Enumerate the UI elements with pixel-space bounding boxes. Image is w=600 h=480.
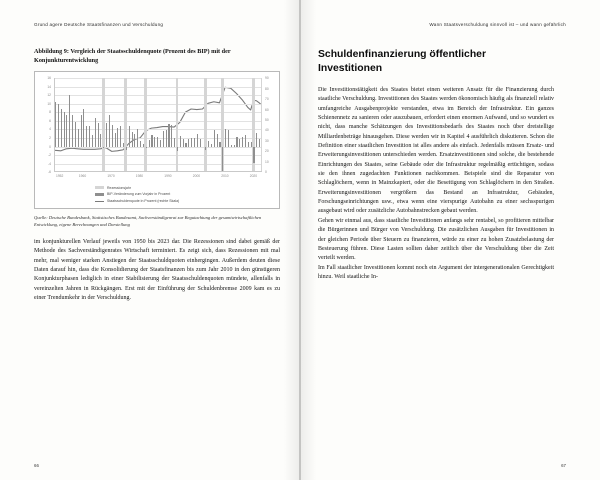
gdp-bar	[132, 132, 133, 146]
gdp-bar	[58, 104, 59, 147]
gdp-bar	[259, 139, 260, 147]
gdp-bar	[123, 143, 124, 147]
y-tick-left: 2	[49, 136, 51, 140]
y-tick-left: 4	[49, 127, 51, 132]
gdp-bar	[168, 124, 169, 147]
gridline	[55, 121, 262, 122]
legend-item	[95, 185, 275, 190]
gdp-bar	[109, 115, 110, 147]
gdp-bar	[180, 136, 181, 147]
y-tick-left: 14	[47, 84, 51, 89]
gdp-bar	[222, 147, 223, 171]
y-tick-left: -2	[48, 153, 51, 158]
y-tick-left: 0	[49, 144, 51, 149]
gdp-bar	[188, 139, 189, 147]
y-tick-right: 10	[265, 159, 269, 164]
folio-right: 67	[561, 463, 566, 468]
gdp-bar	[236, 137, 237, 146]
gdp-bar	[160, 140, 161, 146]
gdp-bar	[92, 135, 93, 147]
gridline	[55, 95, 262, 96]
gdp-bar	[183, 139, 184, 146]
gdp-bar	[177, 147, 178, 151]
gdp-bar	[64, 112, 65, 147]
gdp-bar	[117, 128, 118, 146]
gdp-bar	[143, 144, 144, 146]
folio-left: 66	[34, 463, 39, 468]
y-tick-right: 0	[265, 170, 267, 175]
chart-y-axis-left	[39, 76, 53, 182]
legend-item	[95, 198, 275, 203]
gdp-bar	[106, 123, 107, 147]
gdp-bar	[217, 134, 218, 147]
y-tick-left: 8	[49, 110, 51, 115]
gdp-bar	[191, 138, 192, 147]
gdp-bar	[61, 109, 62, 147]
gdp-bar	[256, 133, 257, 147]
gdp-bar	[89, 126, 90, 146]
recession-band	[124, 78, 127, 171]
paragraph: Die Investitionstätigkeit des Staates bietet einen weiteren Ansatz für die Finanzierung durch staatliche Verschuldung. Investitionen des Staates werden ökonomisch häufig als finanziell relativ umfangreiche Ausgabenprojekte verstanden, etwa im Bereich der Infrastruktur. Ein ganzes Schienennetz zu sanieren oder auszubauen, erfordert einen enormen Aufwand, und so wundert es nicht, dass manche Schätzungen des Investitionsbedarfs des Staates noch über dreistellige Milliardenbeträge hinausgehen. Diese werden wir in Kapitel 4 ausführlich diskutieren. Schon die Definition einer staatlichen Investition ist alles andere als einfach. Jedenfalls müssen Ersatz- und Erweiterungsinvestitionen unterschieden werden. Ersatzinvestitionen sind solche, die bestehende Einrichtungen des Staates, seine Gebäude oder die Infrastruktur regelmäßig ertüchtigen, sodass sie den ihnen zugedachten Funktionen nachkommen. Beispiele sind die Reparatur von Schlaglöchern, wenn in Mainzkapiert, oder die Beseitigung von Schlaglöchern in den Straßen. Erweiterungsinvestitionen vergrößern das Bestand an Infrastruktur, Gebäuden, Forschungseinrichtungen usw., etwa wenn eine vierspurige Autobahn zu einer sechsspurigen ausgebaut wird oder zusätzliche Autobahnstrecken gebaut werden.	[318, 87, 554, 215]
y-tick-right: 30	[265, 138, 269, 143]
legend-label: Staatsschuldenquote in Prozent (rechte Skala)	[107, 199, 180, 204]
gdp-bar	[78, 129, 79, 146]
section-heading: Schuldenfinanzierung öffentlicher Investitionen	[318, 49, 486, 74]
paragraph: im konjunkturellen Verlauf jeweils von 1950 bis 2023 dar. Die Rezessionen sind dabei gemäß der Methode des Sachverständigenrates Wirtschaft terminiert. Es zeigt sich, dass Rezessionen mit mal mehr, mal weniger starken Anstiegen der Staatsschuldquoten einhergingen. Außerdem deuten diese Daten darauf hin, dass die Konsolidierung der Staatsfinanzen bis zum Jahr 2010 in den günstigeren Konjunkturphasen lediglich in einer Stabilisierung der Staatsschuldenquoten mündete, allenfalls in vereinzelten Jahren in Rückgängen. Erst mit der Einführung der Schuldenbremse 2009 kam es zu einer Trendumkehr in der Verschuldung.	[34, 239, 280, 302]
gridline	[55, 155, 262, 156]
gridline	[55, 87, 262, 88]
gdp-bar	[112, 125, 113, 147]
gridline	[55, 78, 262, 79]
gdp-bar	[251, 142, 252, 147]
paragraph: Gehen wir einmal aus, dass staatliche Investitionen anfangs sehr rentabel, so profitieren mittelbar die Bürgerinnen und Bürger von Verschuldung. Die zusätzlichen Ausgaben für Investitionen in der gleichen Periode über Steuern zu finanzieren, würde zu einer zu hohen Zusatzbelastung der Besteuerung führen. Diese Lasten sollten daher zeitlich über die Verschuldung über die Zeit verteilt werden.	[318, 217, 554, 262]
gdp-bar	[219, 142, 220, 146]
gdp-bar	[75, 122, 76, 146]
gdp-bar	[211, 144, 212, 147]
y-tick-right: 60	[265, 107, 269, 112]
recession-band	[261, 78, 262, 171]
figure-caption: Abbildung 9: Vergleich der Staatsschuldenquote (Prozent des BIP) mit der Konjunkturentwicklung	[34, 48, 231, 64]
gdp-bar	[242, 137, 243, 146]
gdp-bar	[55, 102, 56, 147]
y-tick-left: -6	[48, 170, 51, 175]
running-head-right: Wann Staatsverschuldung sinnvoll ist – und wann gefährlich	[429, 22, 566, 27]
gdp-bar	[166, 130, 167, 147]
y-tick-right: 90	[265, 76, 269, 81]
x-tick: 1952	[56, 174, 64, 179]
recession-band	[144, 78, 147, 171]
gdp-bar	[205, 147, 206, 150]
gdp-bar	[234, 145, 235, 147]
gdp-bar	[126, 147, 127, 151]
gdp-bar	[174, 138, 175, 146]
gdp-bar	[120, 126, 121, 147]
y-tick-left: 16	[47, 76, 51, 81]
chart-legend	[39, 185, 275, 204]
legend-label: BIP-Veränderung zum Vorjahr in Prozent	[107, 192, 171, 197]
legend-label: Rezessionsjahr	[107, 185, 131, 190]
gdp-bar	[245, 135, 246, 147]
gdp-bar	[239, 139, 240, 146]
gdp-bar	[200, 139, 201, 146]
gdp-bar	[157, 137, 158, 147]
gdp-bar	[103, 147, 104, 148]
gdp-bar	[197, 134, 198, 147]
x-tick: 1960	[78, 174, 87, 179]
x-tick: 2000	[192, 174, 201, 179]
gdp-bar	[171, 125, 172, 147]
gdp-bar	[115, 133, 116, 146]
y-tick-right: 80	[265, 86, 269, 91]
chart-container	[34, 71, 280, 209]
gdp-bar	[149, 140, 150, 147]
right-page	[300, 0, 600, 480]
y-tick-right: 50	[265, 117, 269, 122]
x-tick: 2010	[221, 174, 229, 179]
right-body-text	[318, 86, 554, 282]
gdp-bar	[83, 109, 84, 147]
gdp-bar	[140, 141, 141, 147]
gdp-bar	[72, 115, 73, 146]
legend-swatch	[95, 186, 104, 189]
gdp-bar	[185, 143, 186, 146]
debt-ratio-line	[55, 78, 262, 171]
y-tick-left: -4	[48, 161, 51, 166]
gdp-bar	[98, 123, 99, 146]
y-tick-left: 10	[47, 101, 51, 106]
gdp-bar	[86, 126, 87, 146]
y-tick-right: 40	[265, 128, 269, 133]
gdp-bar	[66, 115, 67, 147]
recession-band	[176, 78, 179, 171]
x-tick: 1970	[107, 174, 115, 179]
y-tick-left: 12	[47, 93, 51, 98]
gridline	[55, 104, 262, 105]
legend-item	[95, 192, 275, 197]
gdp-bar	[163, 131, 164, 147]
gdp-bar	[134, 134, 135, 147]
chart-x-axis	[54, 173, 262, 182]
spread-gutter	[299, 0, 301, 480]
chart-plot-area	[39, 76, 277, 182]
chart-canvas	[54, 78, 262, 172]
figure-9	[34, 48, 282, 228]
gdp-bar	[95, 118, 96, 147]
gdp-bar	[69, 95, 70, 146]
gridline	[55, 147, 262, 148]
gdp-bar	[151, 135, 152, 147]
gdp-bar	[248, 142, 249, 146]
recession-band	[204, 78, 207, 171]
figure-source-note: Quelle: Deutsche Bundesbank, Statistisches Bundesamt, Sachverständigenrat zur Begutachtung der gesamtwirtschaftlichen Entwicklung, eigene Berechnungen und Darstellung	[34, 214, 262, 227]
y-tick-left: 6	[49, 118, 51, 123]
gdp-bar	[194, 138, 195, 146]
legend-swatch	[95, 201, 104, 202]
gdp-bar	[81, 115, 82, 146]
gdp-bar	[146, 147, 147, 149]
x-tick: 2020	[249, 174, 258, 179]
gdp-bar	[253, 147, 254, 163]
y-tick-right: 70	[265, 97, 269, 102]
gdp-bar	[208, 141, 209, 146]
gridline	[55, 164, 262, 165]
x-tick: 1980	[135, 174, 144, 179]
y-tick-right: 20	[265, 149, 269, 154]
recession-band	[102, 78, 105, 171]
left-body-text	[34, 238, 280, 303]
gdp-bar	[137, 129, 138, 147]
running-head-left: Grund agere Deutsche Staatsfinanzen und Verschuldung	[34, 22, 164, 27]
legend-swatch	[95, 193, 104, 196]
gdp-bar	[231, 145, 232, 147]
gdp-bar	[225, 129, 226, 147]
gdp-bar	[100, 134, 101, 146]
chart-y-axis-right	[263, 76, 277, 182]
gdp-bar	[214, 130, 215, 146]
gridline	[55, 112, 262, 113]
paragraph: Im Fall staatlicher Investitionen kommt noch ein Argument der intergenerationalen Gerechtigkeit hinzu. Weil staatliche In-	[318, 264, 554, 280]
x-tick: 1990	[164, 174, 172, 179]
gdp-bar	[154, 137, 155, 147]
gdp-bar	[228, 130, 229, 147]
gdp-bar	[129, 126, 130, 147]
